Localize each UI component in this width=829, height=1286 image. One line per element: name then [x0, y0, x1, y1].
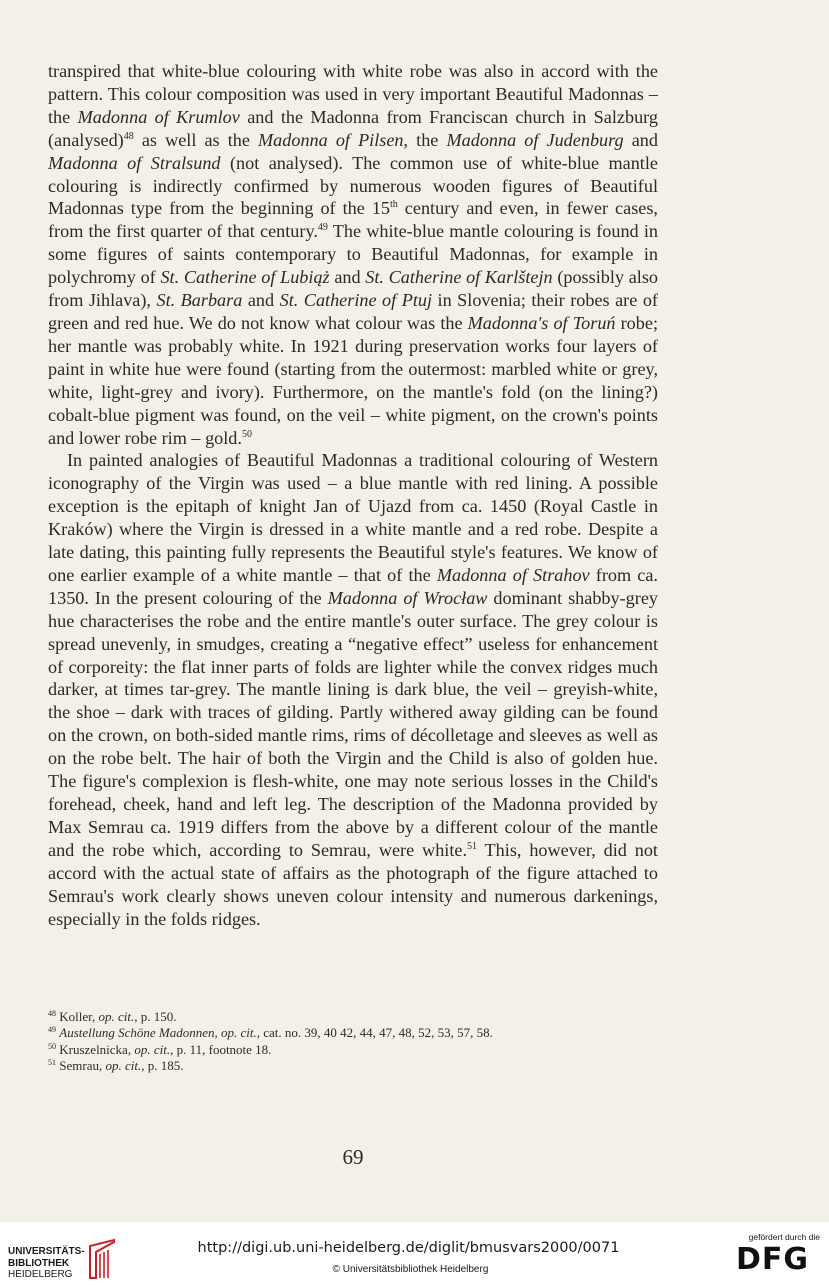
footnote-text: , p. 11, footnote 18. — [170, 1041, 272, 1057]
footnote-italic: op. cit. — [105, 1057, 142, 1073]
paragraph-2 — [48, 449, 658, 930]
text-run: (not analysed). The common use of white-blue mantle colouring is indirectly confirmed by numerous wooden figures of Beautiful Madonnas type from the beginning of the 15 — [48, 152, 658, 219]
italic-title: Madonna of Judenburg — [446, 129, 624, 150]
footnote-number: 51 — [48, 1057, 56, 1067]
text-run: and — [623, 129, 658, 150]
source-url-link[interactable] — [0, 1240, 829, 1256]
footnote-item — [48, 1058, 668, 1074]
paragraph-1 — [48, 60, 658, 449]
text-run: In painted analogies of Beautiful Madonnas a traditional colouring of Western iconography of the Virgin was used – a blue mantle with red lining. A possible exception is the epitaph of knight Jan of Ujazd from ca. 1450 (Royal Castle in Kraków) where the Virgin is dressed in a white mantle and a red robe. Despite a late dating, this painting fully represents the Beautiful style's features. We know of one earlier example of a white mantle – that of the — [48, 450, 658, 585]
page-number: 69 — [342, 1145, 364, 1169]
italic-title: Madonna of Krumlov — [77, 106, 240, 127]
footnote-item — [48, 1025, 668, 1041]
text-run: and — [242, 290, 280, 311]
footnote-italic: Austellung Schöne Madonnen, op. cit. — [59, 1025, 257, 1041]
footnote-ref: 51 — [467, 840, 478, 852]
italic-title: Madonna of Stralsund — [48, 152, 221, 173]
dfg-logo[interactable] — [728, 1232, 820, 1280]
footnote-italic: op. cit. — [134, 1041, 171, 1057]
copyright-notice — [0, 1264, 829, 1275]
funder-name: DFG — [736, 1242, 810, 1277]
copyright-text: © Universitätsbibliothek Heidelberg — [332, 1264, 489, 1275]
text-run: The white-blue mantle colouring is found in some figures of saints contemporary to Beautiful Madonnas, for example in polychromy of — [48, 221, 658, 288]
text-run: from ca. 1350. In the present colouring of the — [48, 564, 658, 608]
footnote-item — [48, 1009, 668, 1025]
italic-title: St. Catherine of Lubiąż — [160, 267, 330, 288]
footnote-number: 49 — [48, 1025, 56, 1035]
text-run: (possibly also from Jihlava), — [48, 267, 658, 311]
footnote-number: 48 — [48, 1009, 56, 1018]
footnote-ref: 48 — [123, 130, 134, 142]
text-run: , the — [403, 129, 447, 150]
text-run: as well as the — [133, 129, 259, 150]
text-run: and the Madonna from Franciscan church in Salzburg (analysed) — [48, 106, 658, 150]
italic-title: St. Catherine of Karlštejn — [365, 267, 553, 288]
footnote-number: 50 — [48, 1041, 56, 1051]
footnote-text: , p. 150. — [134, 1009, 177, 1024]
footnote-text: Semrau, — [56, 1057, 106, 1073]
library-name-line: UNIVERSITÄTS- — [8, 1246, 85, 1257]
body-text — [48, 60, 658, 930]
footnote-text: Koller, — [56, 1009, 99, 1024]
footnote-text: , p. 185. — [141, 1057, 184, 1073]
italic-title: Madonna's of Toruń — [467, 312, 616, 333]
text-run: robe; her mantle was probably white. In 1921 during preservation works four layers of paint in white hue were found (starting from the outermost: marbled white or grey, white, light-grey and ivory). Furthermore, on the mantle's fold (on the lining?) cobalt-blue pigment was found, on the veil – white pigment, on the crown's points and lower robe rim – gold. — [48, 312, 658, 448]
italic-title: St. Barbara — [156, 290, 243, 311]
text-run: century and even, in fewer cases, from the first quarter of that century. — [48, 198, 658, 242]
footnote-text: , cat. no. 39, 40 42, 44, 47, 48, 52, 53, 57, 58. — [256, 1025, 493, 1041]
text-run: transpired that white-blue colouring with white robe was also in accord with the pattern. This colour composition was used in very important Beautiful Madonnas – the — [48, 61, 658, 127]
italic-title: Madonna of Pilsen — [258, 129, 404, 150]
italic-title: Madonna of Wrocław — [327, 587, 488, 608]
ordinal-suffix: th — [390, 199, 398, 211]
text-run: in Slovenia; their robes are of green and red hue. We do not know what colour was the — [48, 290, 658, 333]
footnote-text: Kruszelnicka, — [56, 1041, 135, 1057]
text-run: This, however, did not accord with the actual state of affairs as the photograph of the figure attached to Semrau's work clearly shows uneven colour intensity and numerous darkenings, especially in the folds ridges. — [48, 839, 658, 929]
footnote-italic: op. cit. — [98, 1009, 135, 1024]
footnote-item — [48, 1042, 668, 1058]
italic-title: Madonna of Strahov — [436, 564, 590, 585]
italic-title: St. Catherine of Ptuj — [279, 290, 433, 311]
footnote-ref: 50 — [241, 428, 252, 440]
funding-note: gefördert durch die — [748, 1232, 820, 1242]
footnotes — [48, 1009, 668, 1074]
text-run: and — [329, 267, 366, 288]
source-url-text[interactable]: http://digi.ub.uni-heidelberg.de/diglit/bmusvars2000/0071 — [197, 1240, 620, 1256]
library-name-line: HEIDELBERG — [8, 1269, 73, 1280]
footnote-ref: 49 — [317, 222, 328, 234]
text-run: dominant shabby-grey hue characterises the robe and the entire mantle's outer surface. The grey colour is spread unevenly, in smudges, creating a “negative effect” useless for enhancement of corporeity: the flat inner parts of folds are lighter while the convex ridges much darker, at times tar-grey. The mantle lining is dark blue, the veil – greyish-white, the shoe – dark with traces of gilding. Partly withered away gilding can be found on the crown, on both-sided mantle rims, rims of décolletage and sleeves as well as on the robe belt. The hair of both the Virgin and the Child is also of golden hue. The figure's complexion is flesh-white, one may note serious losses in the Child's forehead, cheek, hand and left leg. The description of the Madonna provided by Max Semrau ca. 1919 differs from the above by a different colour of the mantle and the robe which, according to Semrau, were white. — [48, 587, 658, 860]
library-name-line: BIBLIOTHEK — [8, 1257, 70, 1269]
